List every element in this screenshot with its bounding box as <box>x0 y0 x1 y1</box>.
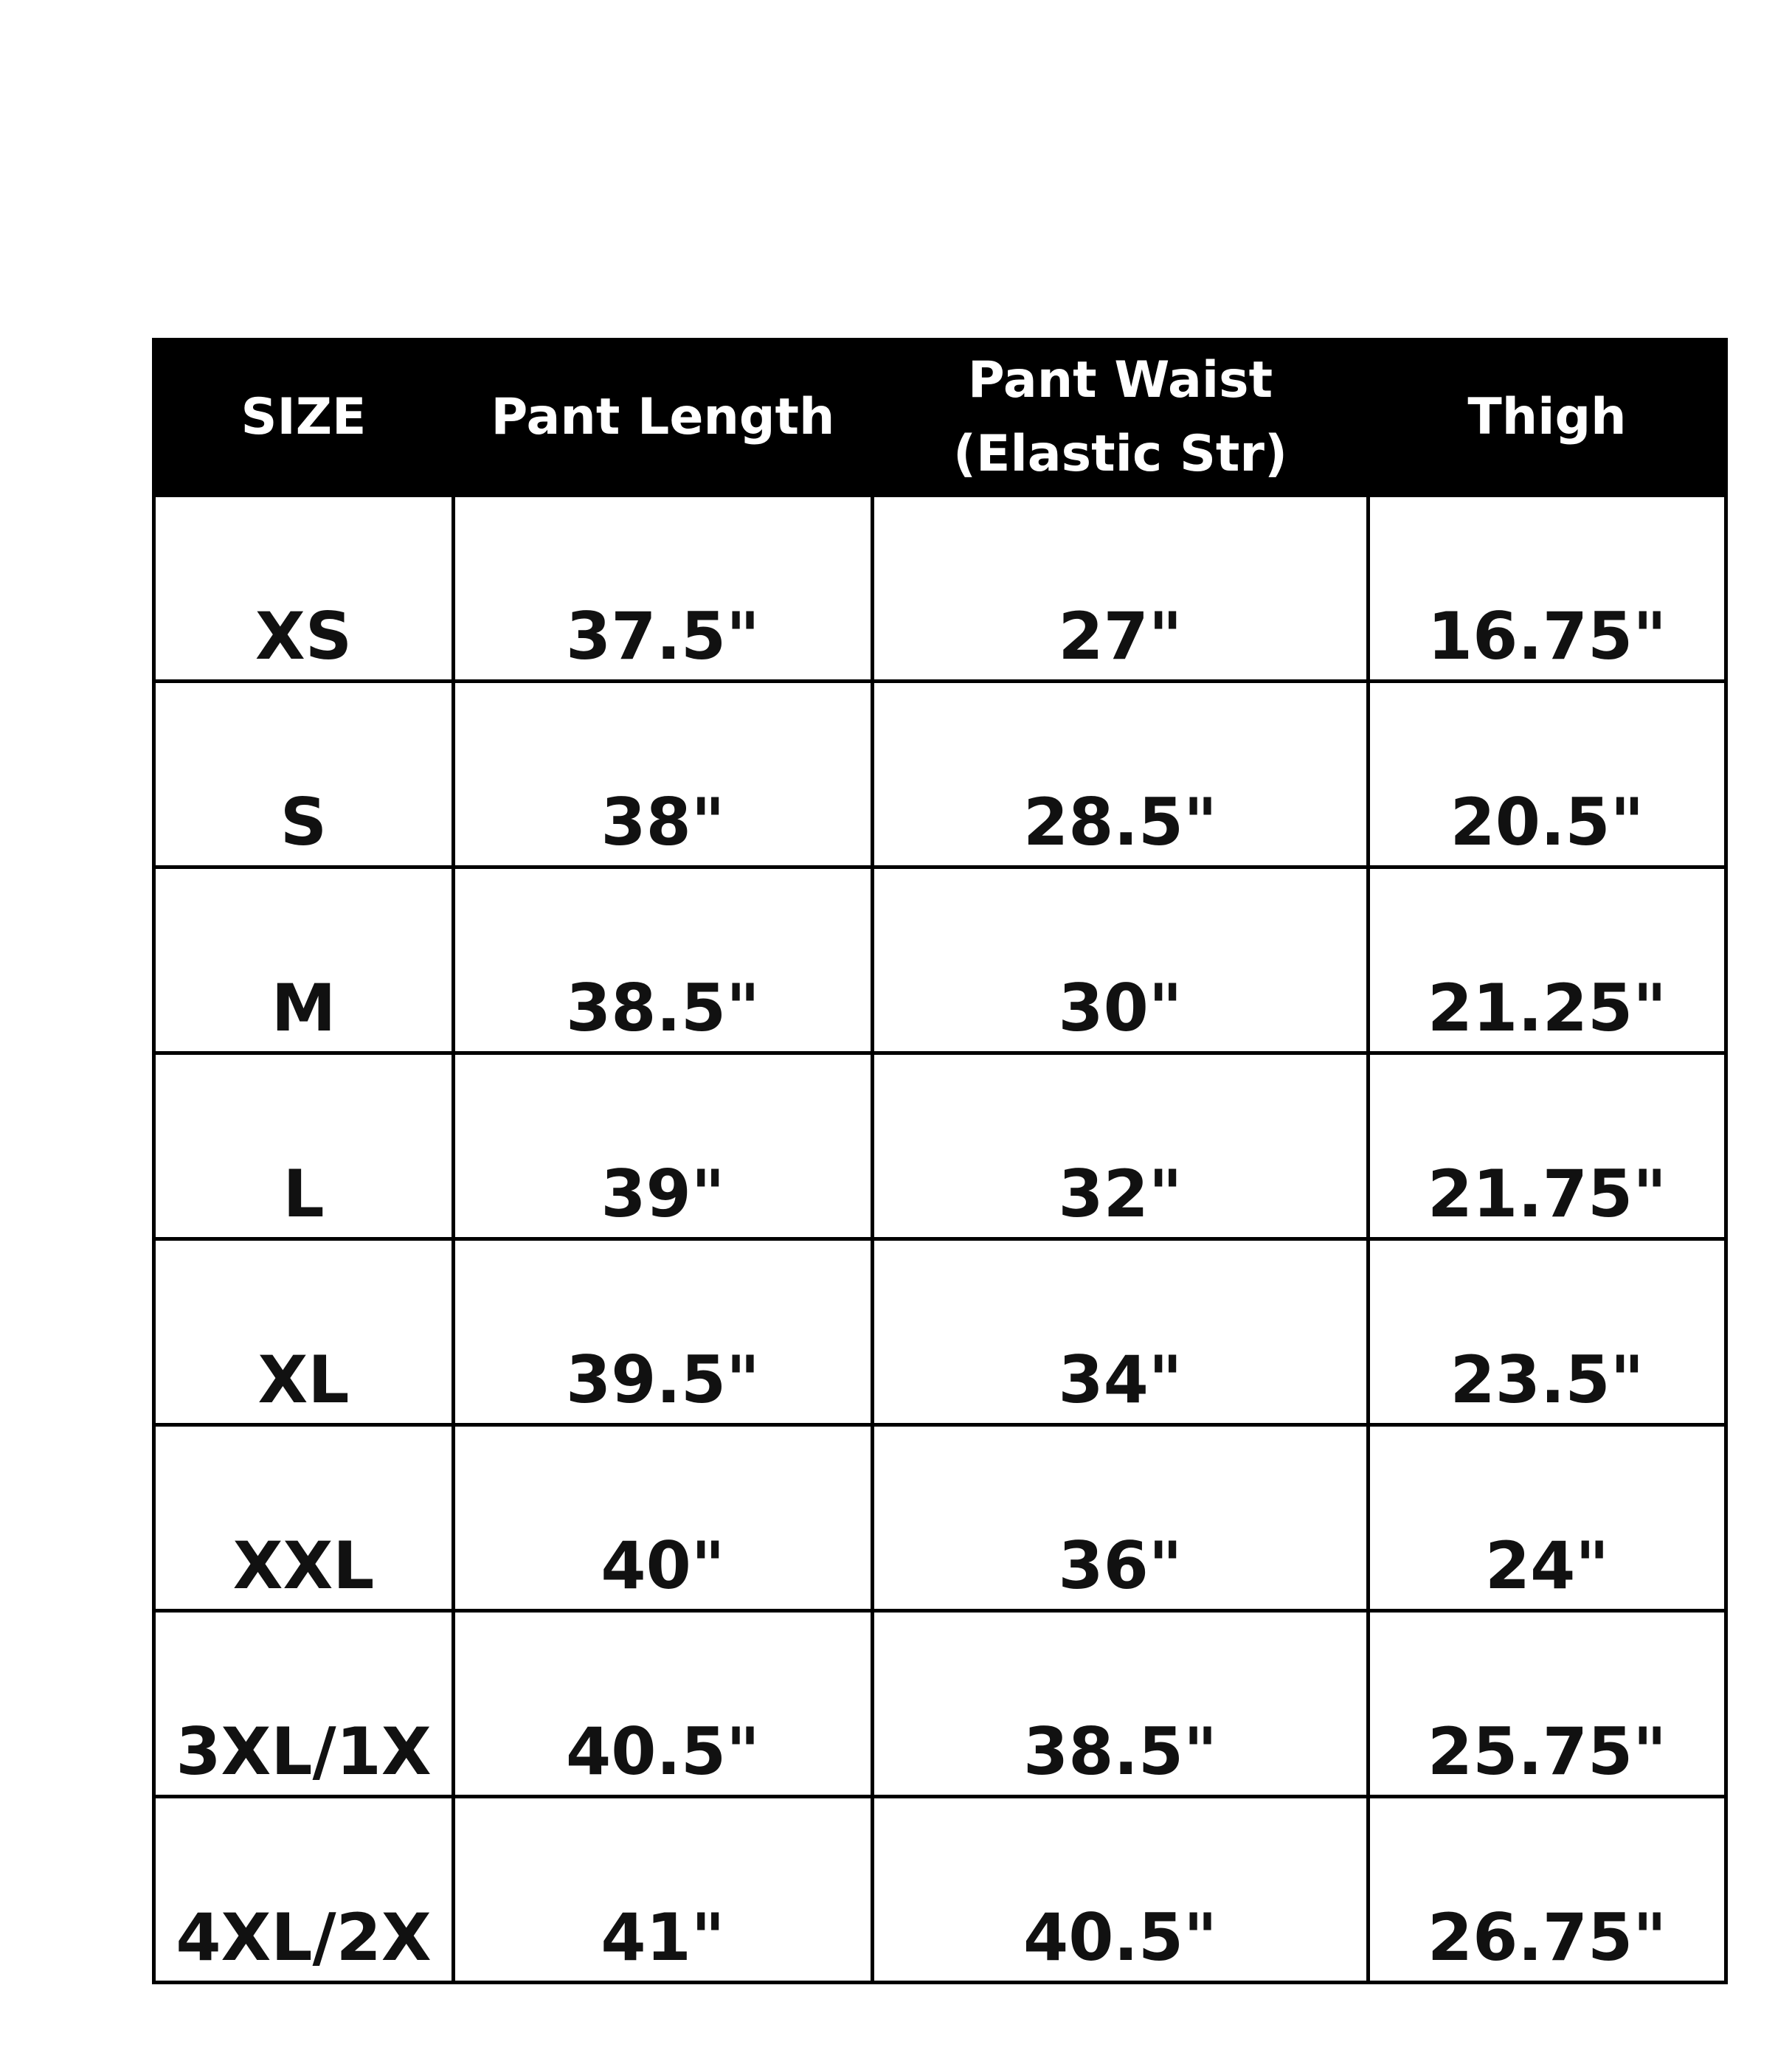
size-chart-table <box>152 338 1728 1984</box>
cell-size: XL <box>154 1239 454 1425</box>
cell-pant-waist: 38.5" <box>873 1611 1369 1797</box>
cell-thigh: 26.75" <box>1369 1797 1726 1983</box>
cell-pant-length: 39.5" <box>454 1239 873 1425</box>
cell-pant-waist: 30" <box>873 867 1369 1053</box>
cell-thigh: 21.75" <box>1369 1053 1726 1239</box>
cell-pant-length: 41" <box>454 1797 873 1983</box>
cell-pant-waist: 36" <box>873 1425 1369 1611</box>
cell-size: XXL <box>154 1425 454 1611</box>
cell-pant-length: 40" <box>454 1425 873 1611</box>
cell-size: XS <box>154 496 454 682</box>
cell-pant-length: 38.5" <box>454 867 873 1053</box>
header-thigh <box>1369 340 1726 496</box>
cell-pant-waist: 34" <box>873 1239 1369 1425</box>
header-pant-waist <box>873 340 1369 496</box>
cell-size: M <box>154 867 454 1053</box>
cell-size: 4XL/2X <box>154 1797 454 1983</box>
cell-pant-length: 40.5" <box>454 1611 873 1797</box>
header-row <box>154 340 1726 496</box>
cell-thigh: 16.75" <box>1369 496 1726 682</box>
cell-pant-waist: 40.5" <box>873 1797 1369 1983</box>
cell-pant-waist: 32" <box>873 1053 1369 1239</box>
header-pant-length-label: Pant Length <box>491 388 835 446</box>
cell-size: L <box>154 1053 454 1239</box>
table-row <box>154 496 1726 682</box>
cell-thigh: 23.5" <box>1369 1239 1726 1425</box>
cell-thigh: 20.5" <box>1369 682 1726 867</box>
cell-thigh: 24" <box>1369 1425 1726 1611</box>
cell-size: 3XL/1X <box>154 1611 454 1797</box>
table-row <box>154 1797 1726 1983</box>
cell-thigh: 25.75" <box>1369 1611 1726 1797</box>
table-body <box>154 496 1726 1983</box>
cell-pant-length: 38" <box>454 682 873 867</box>
cell-pant-length: 37.5" <box>454 496 873 682</box>
cell-thigh: 21.25" <box>1369 867 1726 1053</box>
header-thigh-label: Thigh <box>1467 388 1627 446</box>
table-header <box>154 340 1726 496</box>
header-pant-waist-label: Pant Waist <box>967 351 1273 409</box>
table-row <box>154 682 1726 867</box>
table-row <box>154 867 1726 1053</box>
table-row <box>154 1053 1726 1239</box>
header-pant-waist-sublabel: (Elastic Str) <box>952 425 1288 483</box>
cell-pant-waist: 28.5" <box>873 682 1369 867</box>
table-row <box>154 1611 1726 1797</box>
header-size <box>154 340 454 496</box>
cell-pant-waist: 27" <box>873 496 1369 682</box>
cell-size: S <box>154 682 454 867</box>
table-row <box>154 1239 1726 1425</box>
header-pant-length <box>454 340 873 496</box>
header-size-label: SIZE <box>241 388 367 446</box>
cell-pant-length: 39" <box>454 1053 873 1239</box>
table-row <box>154 1425 1726 1611</box>
